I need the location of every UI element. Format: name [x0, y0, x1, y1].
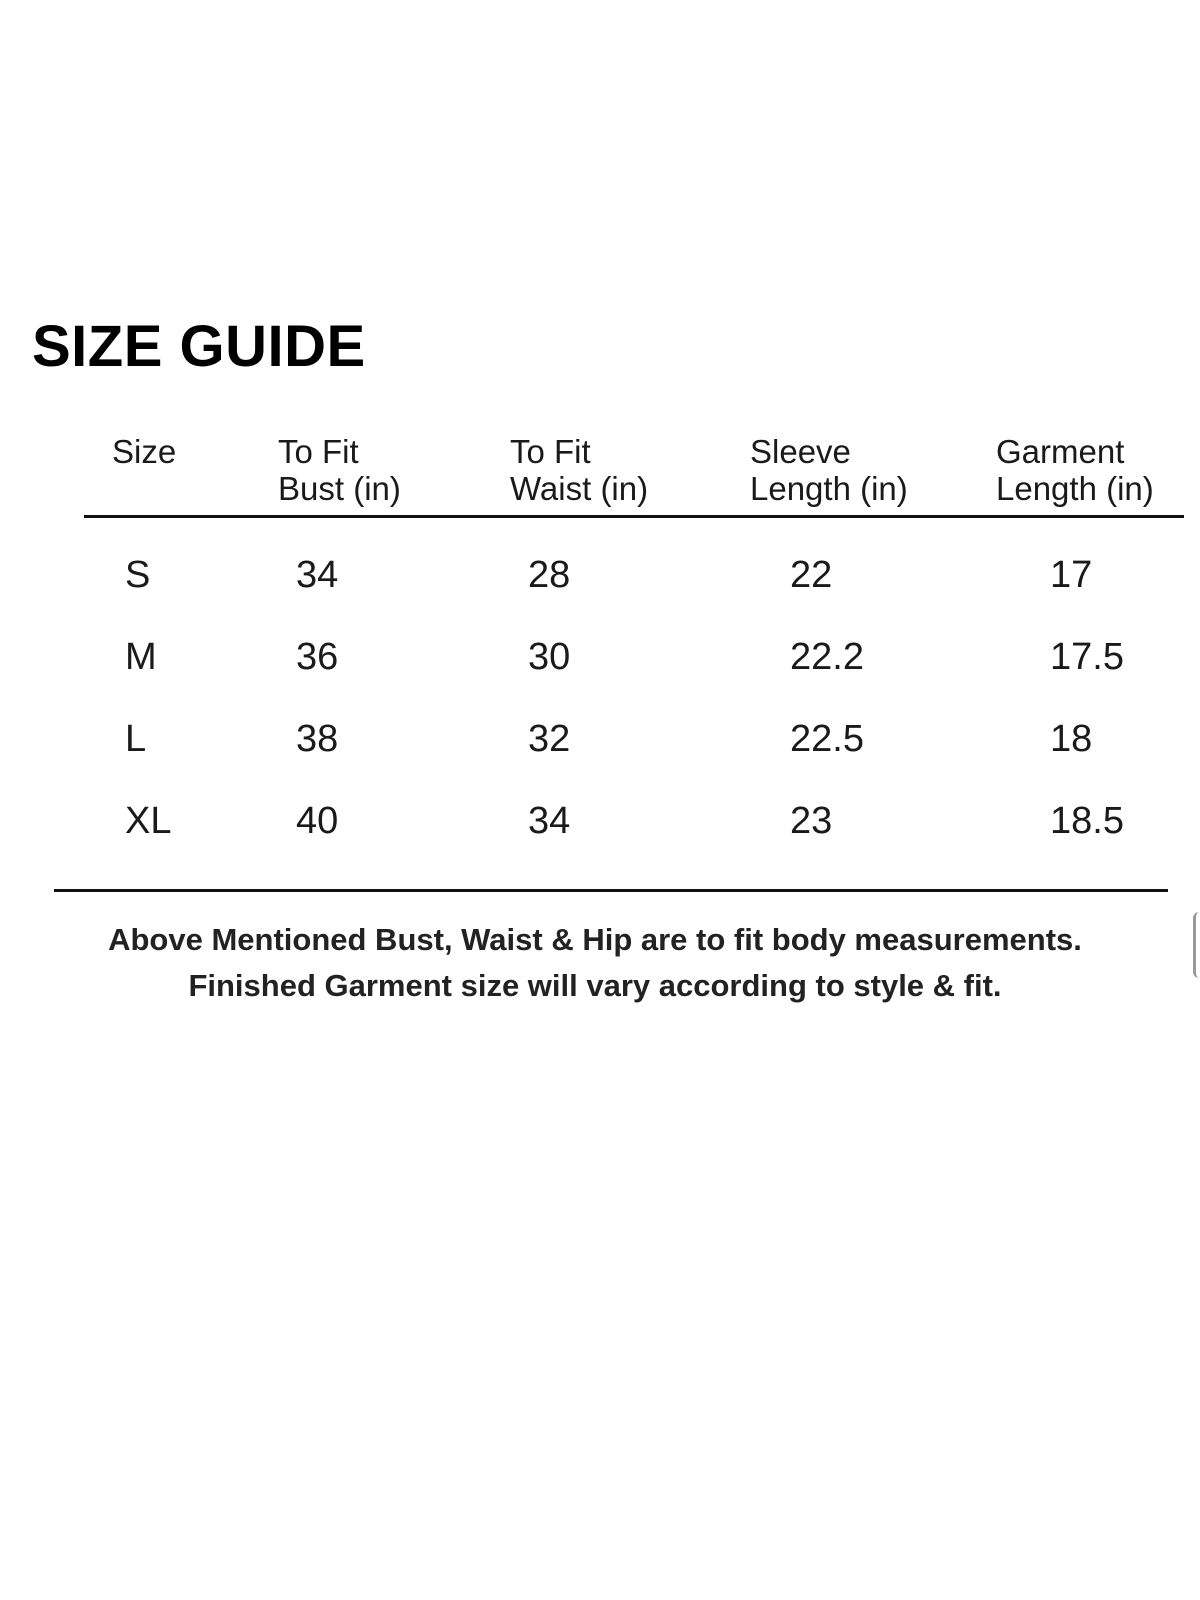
cell-sleeve-length: 22.5 — [790, 718, 864, 760]
cell-bust: 40 — [296, 800, 339, 842]
cell-size: L — [125, 718, 147, 760]
cell-size: S — [125, 554, 151, 596]
header-sleeve-length: Sleeve Length (in) — [750, 433, 908, 507]
cell-garment-length: 18 — [1050, 718, 1093, 760]
header-bust: To Fit Bust (in) — [278, 433, 401, 507]
cell-bust: 34 — [296, 554, 339, 596]
size-note-line-2: Finished Garment size will vary according to style & fit. — [188, 968, 1002, 1003]
cell-size: M — [125, 636, 157, 678]
cell-garment-length: 17.5 — [1050, 636, 1124, 678]
header-divider — [84, 515, 1184, 518]
page-title: SIZE GUIDE — [32, 314, 366, 379]
edge-mark — [1193, 912, 1200, 978]
cell-size: XL — [125, 800, 172, 842]
header-garment-length: Garment Length (in) — [996, 433, 1154, 507]
cell-sleeve-length: 22.2 — [790, 636, 864, 678]
cell-garment-length: 18.5 — [1050, 800, 1124, 842]
cell-waist: 30 — [528, 636, 571, 678]
cell-waist: 32 — [528, 718, 571, 760]
header-waist: To Fit Waist (in) — [510, 433, 649, 507]
cell-sleeve-length: 22 — [790, 554, 833, 596]
size-note-line-1: Above Mentioned Bust, Waist & Hip are to fit body measurements. — [108, 922, 1082, 957]
cell-waist: 34 — [528, 800, 571, 842]
cell-sleeve-length: 23 — [790, 800, 833, 842]
cell-bust: 36 — [296, 636, 339, 678]
header-size: Size — [112, 433, 177, 470]
cell-garment-length: 17 — [1050, 554, 1093, 596]
cell-bust: 38 — [296, 718, 339, 760]
cell-waist: 28 — [528, 554, 571, 596]
table-bottom-divider — [54, 889, 1168, 892]
size-note — [60, 917, 1130, 1009]
